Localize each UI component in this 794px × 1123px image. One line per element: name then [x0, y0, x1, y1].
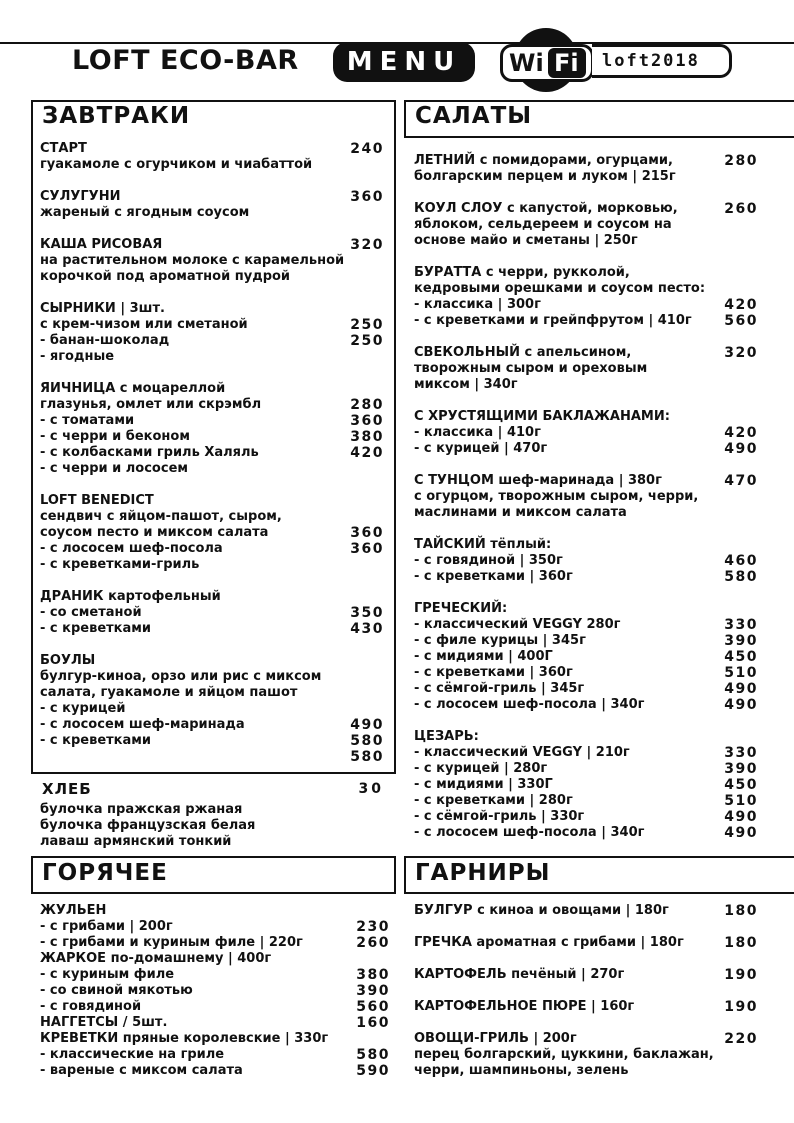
menu-line: - с креветками-гриль — [40, 557, 200, 572]
menu-price: 260 — [724, 201, 758, 217]
menu-line: жареный с ягодным соусом — [40, 205, 250, 220]
menu-price: 220 — [724, 1031, 758, 1047]
menu-line: - с куриным филе — [40, 967, 175, 982]
menu-line: - с говядиной | 350г — [414, 553, 563, 568]
bread-title: ХЛЕБ — [42, 780, 92, 798]
menu-price: 190 — [724, 967, 758, 983]
menu-price: 330 — [724, 745, 758, 761]
menu-line: глазунья, омлет или скрэмбл — [40, 397, 262, 412]
menu-line: ГРЕЧКА ароматная с грибами | 180г — [414, 935, 684, 950]
menu-line: - с курицей | 470г — [414, 441, 548, 456]
menu-line: с огурцом, творожным сыром, черри, — [414, 489, 699, 504]
menu-price: 450 — [724, 777, 758, 793]
menu-line: КАРТОФЕЛЬ печёный | 270г — [414, 967, 625, 982]
menu-price: 510 — [724, 793, 758, 809]
menu-line: творожным сыром и ореховым — [414, 361, 648, 376]
menu-price: 420 — [724, 425, 758, 441]
menu-price: 280 — [724, 153, 758, 169]
menu-price: 510 — [724, 665, 758, 681]
menu-line: - с филе курицы | 345г — [414, 633, 586, 648]
menu-line: - с черри и лососем — [40, 461, 189, 476]
menu-price: 490 — [724, 825, 758, 841]
salads-title: САЛАТЫ — [415, 103, 533, 129]
menu-line: перец болгарский, цуккини, баклажан, — [414, 1047, 714, 1062]
menu-line: - с сёмгой-гриль | 345г — [414, 681, 585, 696]
menu-line: БОУЛЫ — [40, 653, 96, 668]
menu-line: БУЛГУР с киноа и овощами | 180г — [414, 903, 669, 918]
menu-line: ЦЕЗАРЬ: — [414, 729, 479, 744]
menu-line: НАГГЕТСЫ / 5шт. — [40, 1015, 168, 1030]
menu-line: салата, гуакамоле и яйцом пашот — [40, 685, 298, 700]
menu-line: - с лососем шеф-посола | 340г — [414, 697, 645, 712]
menu-line: - со сметаной — [40, 605, 142, 620]
menu-price: 560 — [724, 313, 758, 329]
menu-line: яблоком, сельдереем и соусом на — [414, 217, 672, 232]
menu-line: С ТУНЦОМ шеф-маринада | 380г — [414, 473, 662, 488]
menu-price: 360 — [350, 525, 384, 541]
menu-price: 580 — [356, 1047, 390, 1063]
menu-line: - с черри и беконом — [40, 429, 190, 444]
menu-price: 430 — [350, 621, 384, 637]
bread-line: булочка французская белая — [40, 818, 256, 833]
menu-price: 420 — [350, 445, 384, 461]
menu-line: - с креветками — [40, 621, 152, 636]
menu-line: - вареные с миксом салата — [40, 1063, 243, 1078]
menu-line: - классика | 410г — [414, 425, 541, 440]
menu-line: ЖУЛЬЕН — [40, 903, 107, 918]
bread-price: 30 — [358, 781, 384, 797]
menu-line: - с мидиями | 400Г — [414, 649, 553, 664]
menu-price: 320 — [724, 345, 758, 361]
menu-line: БУРАТТА с черри, рукколой, — [414, 265, 630, 280]
menu-line: основе майо и сметаны | 250г — [414, 233, 638, 248]
menu-price: 390 — [724, 761, 758, 777]
menu-line: КАША РИСОВАЯ — [40, 237, 163, 252]
menu-line: - с креветками | 360г — [414, 569, 573, 584]
menu-price: 360 — [350, 541, 384, 557]
menu-price: 190 — [724, 999, 758, 1015]
menu-price: 380 — [356, 967, 390, 983]
menu-line: - со свиной мякотью — [40, 983, 193, 998]
menu-line: ЯИЧНИЦА с моцареллой — [40, 381, 226, 396]
menu-line: корочкой под ароматной пудрой — [40, 269, 291, 284]
wifi-password: loft2018 — [602, 51, 700, 71]
menu-line: миксом | 340г — [414, 377, 518, 392]
menu-price: 580 — [350, 749, 384, 765]
menu-line: - классика | 300г — [414, 297, 541, 312]
menu-price: 280 — [350, 397, 384, 413]
menu-line: ДРАНИК картофельный — [40, 589, 221, 604]
menu-line: - с креветками и грейпфрутом | 410г — [414, 313, 692, 328]
menu-line: с крем-чизом или сметаной — [40, 317, 248, 332]
menu-price: 180 — [724, 903, 758, 919]
menu-price: 240 — [350, 141, 384, 157]
menu-line: ЛЕТНИЙ с помидорами, огурцами, — [414, 153, 673, 168]
wifi-fi-text: Fi — [554, 49, 579, 77]
menu-line: СВЕКОЛЬНЫЙ с апельсином, — [414, 345, 632, 360]
menu-price: 230 — [356, 919, 390, 935]
menu-price: 160 — [356, 1015, 390, 1031]
menu-price: 360 — [350, 189, 384, 205]
menu-line: на растительном молоке с карамельной — [40, 253, 345, 268]
menu-line: - ягодные — [40, 349, 115, 364]
menu-price: 420 — [724, 297, 758, 313]
menu-line: КОУЛ СЛОУ с капустой, морковью, — [414, 201, 678, 216]
breakfast-title: ЗАВТРАКИ — [42, 103, 191, 129]
hot-title: ГОРЯЧЕЕ — [42, 860, 168, 886]
menu-price: 260 — [356, 935, 390, 951]
menu-line: - с грибами | 200г — [40, 919, 173, 934]
menu-line: соусом песто и миксом салата — [40, 525, 269, 540]
menu-line: - с мидиями | 330Г — [414, 777, 553, 792]
menu-price: 470 — [724, 473, 758, 489]
menu-price: 320 — [350, 237, 384, 253]
menu-line: - классические на гриле — [40, 1047, 225, 1062]
menu-line: ТАЙСКИЙ тёплый: — [414, 537, 552, 552]
menu-price: 330 — [724, 617, 758, 633]
menu-line: - банан-шоколад — [40, 333, 170, 348]
wifi-wi-text: Wi — [509, 49, 544, 77]
menu-price: 490 — [724, 681, 758, 697]
menu-price: 460 — [724, 553, 758, 569]
menu-line: ЖАРКОЕ по-домашнему | 400г — [40, 951, 272, 966]
menu-price: 490 — [724, 809, 758, 825]
menu-line: ОВОЩИ-ГРИЛЬ | 200г — [414, 1031, 577, 1046]
menu-price: 360 — [350, 413, 384, 429]
menu-line: СУЛУГУНИ — [40, 189, 121, 204]
menu-line: - классический VEGGY | 210г — [414, 745, 630, 760]
brand-title: LOFT ECO-BAR — [72, 44, 303, 78]
menu-line: - с креветками | 360г — [414, 665, 573, 680]
menu-price: 450 — [724, 649, 758, 665]
menu-line: - с говядиной — [40, 999, 142, 1014]
menu-price: 490 — [724, 441, 758, 457]
menu-line: - с лососем шеф-посола — [40, 541, 223, 556]
menu-line: - с креветками — [40, 733, 152, 748]
menu-label: MENU — [333, 42, 475, 82]
menu-price: 250 — [350, 333, 384, 349]
menu-line: СТАРТ — [40, 141, 87, 156]
menu-line: - с грибами и куриным филе | 220г — [40, 935, 303, 950]
menu-line: кедровыми орешками и соусом песто: — [414, 281, 706, 296]
menu-line: - с лососем шеф-посола | 340г — [414, 825, 645, 840]
menu-line: гуакамоле с огурчиком и чиабаттой — [40, 157, 313, 172]
menu-line: - с креветками | 280г — [414, 793, 573, 808]
menu-price: 180 — [724, 935, 758, 951]
menu-price: 380 — [350, 429, 384, 445]
menu-price: 350 — [350, 605, 384, 621]
menu-line: маслинами и миксом салата — [414, 505, 627, 520]
menu-line: КАРТОФЕЛЬНОЕ ПЮРЕ | 160г — [414, 999, 635, 1014]
menu-price: 580 — [724, 569, 758, 585]
menu-price: 250 — [350, 317, 384, 333]
menu-line: - классический VEGGY 280г — [414, 617, 621, 632]
menu-price: 490 — [724, 697, 758, 713]
menu-line: С ХРУСТЯЩИМИ БАКЛАЖАНАМИ: — [414, 409, 670, 424]
menu-line: КРЕВЕТКИ пряные королевские | 330г — [40, 1031, 329, 1046]
menu-line: ГРЕЧЕСКИЙ: — [414, 601, 508, 616]
menu-line: СЫРНИКИ | 3шт. — [40, 301, 165, 316]
menu-price: 390 — [356, 983, 390, 999]
bread-line: лаваш армянский тонкий — [40, 834, 232, 849]
menu-price: 580 — [350, 733, 384, 749]
menu-price: 560 — [356, 999, 390, 1015]
menu-line: LOFT BENEDICT — [40, 493, 154, 508]
menu-line: - с курицей — [40, 701, 126, 716]
bread-line: булочка пражская ржаная — [40, 802, 243, 817]
menu-line: - с курицей | 280г — [414, 761, 548, 776]
menu-line: булгур-киноа, орзо или рис с миксом — [40, 669, 322, 684]
menu-line: сендвич с яйцом-пашот, сыром, — [40, 509, 282, 524]
menu-line: болгарским перцем и луком | 215г — [414, 169, 676, 184]
menu-price: 390 — [724, 633, 758, 649]
sides-title: ГАРНИРЫ — [415, 860, 551, 886]
menu-price: 590 — [356, 1063, 390, 1079]
menu-price: 490 — [350, 717, 384, 733]
menu-line: - с лососем шеф-маринада — [40, 717, 245, 732]
menu-line: - с сёмгой-гриль | 330г — [414, 809, 585, 824]
menu-line: - с томатами — [40, 413, 135, 428]
menu-line: - с колбасками гриль Халяль — [40, 445, 259, 460]
menu-line: черри, шампиньоны, зелень — [414, 1063, 629, 1078]
